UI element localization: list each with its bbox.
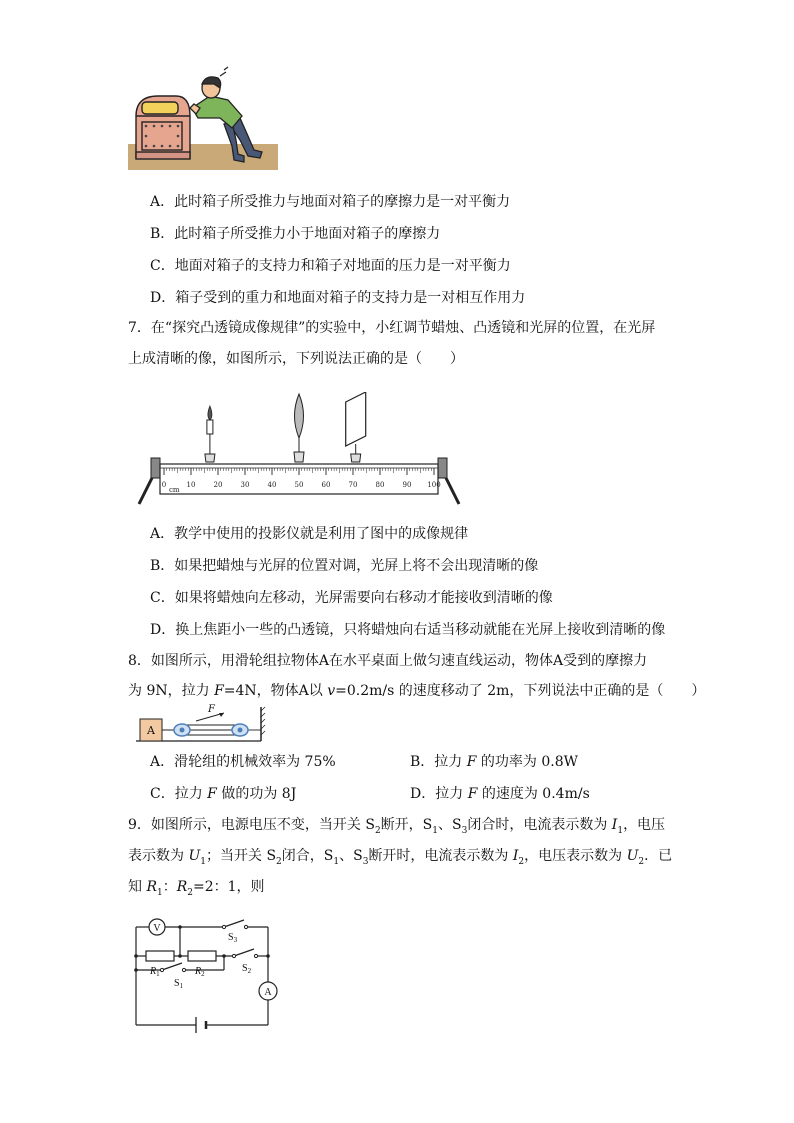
bench-end-left xyxy=(151,458,160,478)
q7-option-c[interactable]: C．如果将蜡烛向左移动，光屏需要向右移动才能接收到清晰的像 xyxy=(150,590,553,606)
q6-option-b[interactable]: B．此时箱子所受推力小于地面对箱子的摩擦力 xyxy=(150,226,441,242)
force-label: F xyxy=(208,704,215,715)
resistor-r1 xyxy=(146,951,174,961)
q6-option-c[interactable]: C．地面对箱子的支持力和箱子对地面的压力是一对平衡力 xyxy=(150,258,511,274)
ruler-tick-label: 10 xyxy=(186,481,196,489)
ruler-tick-label: 60 xyxy=(321,481,331,489)
ruler-tick-label: 40 xyxy=(267,481,277,489)
q7-option-b[interactable]: B．如果把蜡烛与光屏的位置对调，光屏上将不会出现清晰的像 xyxy=(150,558,539,574)
block-a-label: A xyxy=(147,724,155,737)
label-s3: $S_3$ xyxy=(228,932,238,944)
bench-leg-right xyxy=(445,476,459,504)
ruler-tick-label: 0 xyxy=(161,481,167,489)
q7-option-d[interactable]: D．换上焦距小一些的凸透镜，只将蜡烛向右适当移动就能在光屏上接收到清晰的像 xyxy=(150,622,666,638)
q9-stem-line2: 表示数为 $U_1$；当开关 $S_2$闭合，$S_1$、$S_3$断开时，电流表示数为 $I_2$，电压表示数为 $U_2$．已 xyxy=(128,848,673,867)
switch-s1[interactable] xyxy=(162,963,182,970)
switch-s3[interactable] xyxy=(224,920,244,927)
ruler-tick-label: 90 xyxy=(402,481,412,489)
ruler-tick-label: 30 xyxy=(240,481,250,489)
q7-stem-line2: 上成清晰的像，如图所示，下列说法正确的是（ ） xyxy=(128,351,464,367)
candle[interactable] xyxy=(205,406,215,462)
q8-option-b[interactable]: B．拉力 F 的功率为 0.8W xyxy=(410,754,579,770)
ruler-tick-label: 100 xyxy=(427,481,441,489)
ropes xyxy=(182,725,261,735)
bench-leg-left xyxy=(139,476,153,504)
q9-figure-circuit xyxy=(128,910,288,1035)
q8-option-d[interactable]: D．拉力 F 的速度为 0.4m/s xyxy=(410,786,590,802)
ruler-tick-label: 80 xyxy=(375,481,385,489)
label-r2: $R_2$ xyxy=(195,966,205,978)
switch-s2[interactable] xyxy=(234,949,254,956)
ruler-tick-label: 50 xyxy=(294,481,304,489)
q7-option-a[interactable]: A．教学中使用的投影仪就是利用了图中的成像规律 xyxy=(150,526,469,542)
q6-figure-pushing-box xyxy=(128,66,278,171)
ruler-unit: cm xyxy=(169,486,180,494)
q9-stem-line1: 9．如图所示，电源电压不变，当开关 $S_2$断开，$S_1$、$S_3$闭合时，电流表示数为 $I_1$，电压 xyxy=(128,817,666,836)
q8-option-a[interactable]: A．滑轮组的机械效率为 75% xyxy=(150,754,336,770)
q6-option-d[interactable]: D．箱子受到的重力和地面对箱子的支持力是一对相互作用力 xyxy=(150,290,526,306)
q7-stem-line1: 7．在“探究凸透镜成像规律”的实验中，小红调节蜡烛、凸透镜和光屏的位置，在光屏 xyxy=(128,320,656,336)
label-s1: $S_1$ xyxy=(174,978,184,990)
ruler-tick-label: 20 xyxy=(213,481,223,489)
resistor-r2 xyxy=(188,951,216,961)
q8-stem-line2: 为 9N，拉力 F=4N，物体A以 v=0.2m/s 的速度移动了 2m，下列说法中正确的是（ ） xyxy=(128,683,706,699)
label-r1: $R_1$ xyxy=(150,966,160,978)
q7-figure-optical-bench xyxy=(133,392,468,510)
convex-lens[interactable] xyxy=(294,394,304,462)
ammeter-label: A xyxy=(264,987,272,998)
ruler-tick-label: 70 xyxy=(348,481,358,489)
q8-stem-line1: 8．如图所示，用滑轮组拉物体A在水平桌面上做匀速直线运动，物体A受到的摩擦力 xyxy=(128,653,648,669)
q8-figure-pulley xyxy=(136,703,266,745)
treasure-box xyxy=(136,96,190,159)
bench-end-right xyxy=(438,458,447,478)
sweat-marks xyxy=(220,67,228,76)
q9-stem-line3: 知 $R_1$：$R_2=2$：1，则 xyxy=(128,879,265,898)
q8-option-c[interactable]: C．拉力 F 做的功为 8J xyxy=(150,786,297,802)
light-screen[interactable] xyxy=(346,392,366,462)
q6-option-a[interactable]: A．此时箱子所受推力与地面对箱子的摩擦力是一对平衡力 xyxy=(150,194,511,210)
voltmeter-label: V xyxy=(153,923,161,934)
label-s2: $S_2$ xyxy=(242,963,252,975)
